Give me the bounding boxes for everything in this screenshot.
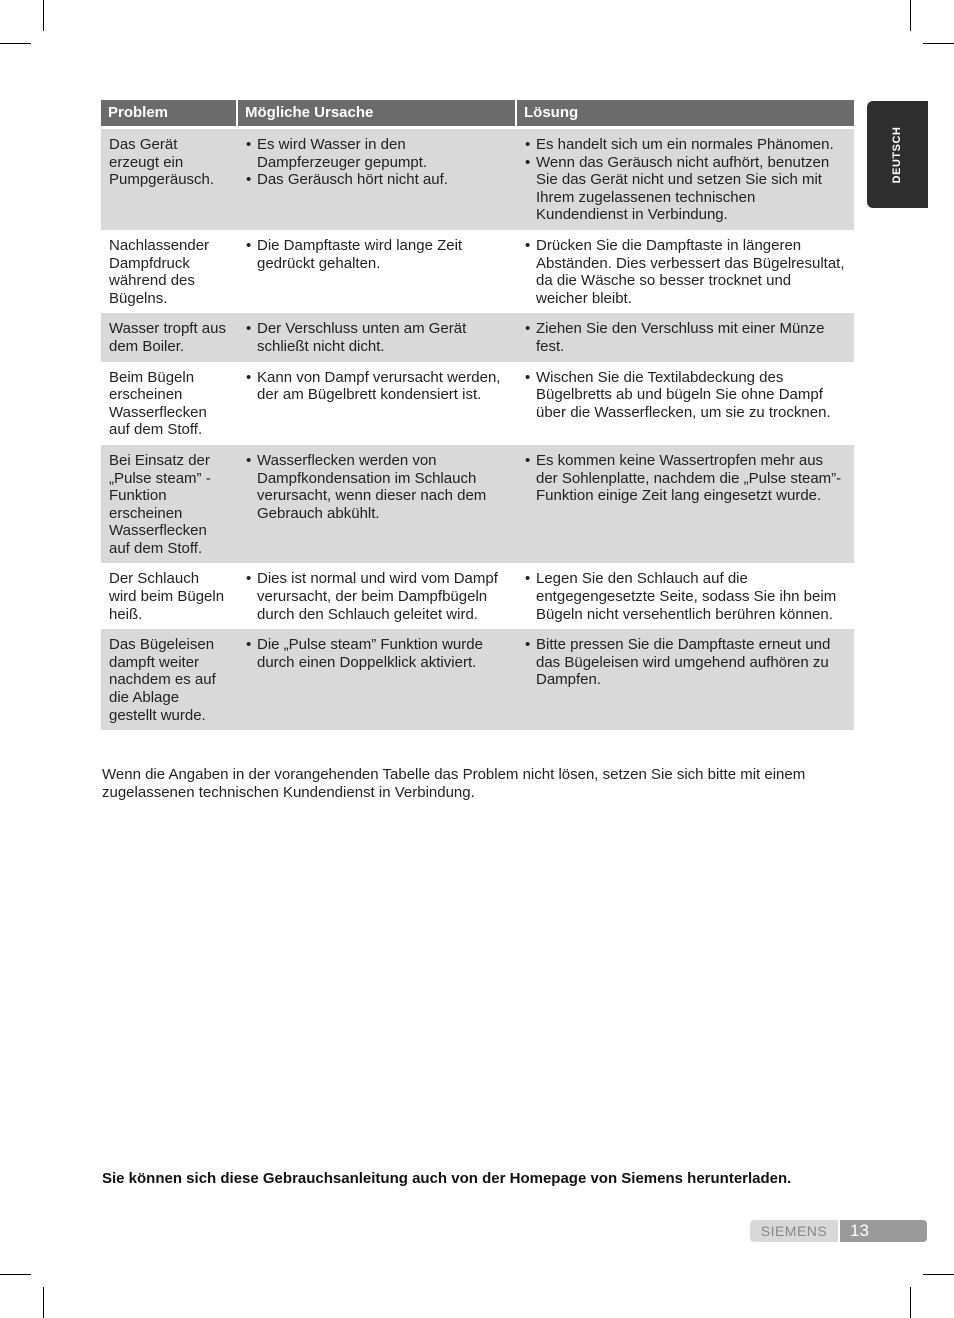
header-solution: Lösung	[517, 100, 854, 126]
table-row	[101, 629, 854, 730]
cause-cell	[238, 313, 517, 361]
solution-item: • Es handelt sich um ein normales Phänomen.	[525, 136, 846, 154]
cause-cell	[238, 563, 517, 629]
cause-item: • Die „Pulse steam” Funktion wurde durch einen Doppelklick aktiviert.	[246, 636, 509, 671]
crop-mark	[0, 1274, 31, 1275]
table-row	[101, 362, 854, 445]
troubleshooting-table	[101, 100, 854, 730]
crop-mark	[910, 0, 911, 31]
solution-item: • Drücken Sie die Dampftaste in längeren Abständen. Dies verbessert das Bügelresultat, da die Wäsche so besser trocknet und weicher bleibt.	[525, 237, 846, 307]
problem-cell: Das Gerät erzeugt ein Pumpgeräusch.	[101, 126, 238, 230]
table-row	[101, 313, 854, 361]
solution-cell	[517, 230, 854, 313]
solution-cell	[517, 126, 854, 230]
cause-item: • Die Dampftaste wird lange Zeit gedrückt gehalten.	[246, 237, 509, 272]
solution-cell	[517, 445, 854, 564]
table-row	[101, 445, 854, 564]
crop-mark	[43, 0, 44, 31]
cause-item: • Es wird Wasser in den Dampferzeuger gepumpt.	[246, 136, 509, 171]
cause-item: • Wasserflecken werden von Dampfkondensation im Schlauch verursacht, wenn dieser nach dem Gebrauch abkühlt.	[246, 452, 509, 522]
language-tab-label: DEUTSCH	[891, 126, 903, 184]
solution-cell	[517, 362, 854, 445]
cause-cell	[238, 629, 517, 730]
page-number: 13	[840, 1220, 927, 1242]
solution-cell	[517, 313, 854, 361]
cause-item: • Kann von Dampf verursacht werden, der am Bügelbrett kondensiert ist.	[246, 369, 509, 404]
header-problem: Problem	[101, 100, 238, 126]
problem-cell: Beim Bügeln erscheinen Wasserflecken auf dem Stoff.	[109, 368, 207, 439]
language-side-tab	[867, 101, 928, 208]
solution-cell	[517, 563, 854, 629]
solution-item: • Legen Sie den Schlauch auf die entgegengesetzte Seite, sodass Sie ihn beim Bügeln nicht versehentlich berühren können.	[525, 570, 846, 623]
cause-cell	[238, 230, 517, 313]
solution-item: • Bitte pressen Sie die Dampftaste erneut und das Bügeleisen wird umgehend aufhören zu Dampfen.	[525, 636, 846, 689]
cause-item: • Das Geräusch hört nicht auf.	[246, 171, 509, 189]
solution-item: • Wenn das Geräusch nicht aufhört, benutzen Sie das Gerät nicht und setzen Sie sich mit Ihrem zugelassenen technischen Kundendienst in Verbindung.	[525, 154, 846, 224]
problem-cell: Das Bügeleisen dampft weiter nachdem es auf die Ablage gestellt wurde.	[101, 629, 238, 730]
problem-cell: Wasser tropft aus dem Boiler.	[101, 313, 238, 361]
crop-mark	[910, 1287, 911, 1318]
problem-cell: Der Schlauch wird beim Bügeln heiß.	[109, 570, 225, 623]
crop-mark	[0, 43, 31, 44]
problem-cell: Nachlassender Dampfdruck während des Bügelns.	[109, 236, 210, 307]
problem-cell: Bei Einsatz der „Pulse steam” -Funktion erscheinen Wasserflecken auf dem Stoff.	[101, 445, 238, 564]
download-note: Sie können sich diese Gebrauchsanleitung auch von der Homepage von Siemens herunterladen.	[102, 1170, 792, 1187]
footer-brand: SIEMENS	[750, 1220, 838, 1242]
table-row	[101, 230, 854, 313]
crop-mark	[923, 43, 954, 44]
table-header-row	[101, 100, 854, 126]
table-row	[101, 563, 854, 629]
cause-cell	[238, 126, 517, 230]
solution-item: • Wischen Sie die Textilabdeckung des Bügelbretts ab und bügeln Sie ohne Dampf über die Wasserflecken, um sie zu trocknen.	[525, 369, 846, 422]
solution-item: • Ziehen Sie den Verschluss mit einer Münze fest.	[525, 320, 846, 355]
service-note: Wenn die Angaben in der vorangehenden Tabelle das Problem nicht lösen, setzen Sie sich bitte mit einem zugelassenen technischen Kundendienst in Verbindung.	[102, 766, 806, 801]
cause-item: • Dies ist normal und wird vom Dampf verursacht, der beim Dampfbügeln durch den Schlauch geleitet wird.	[246, 570, 509, 623]
crop-mark	[43, 1287, 44, 1318]
solution-item: • Es kommen keine Wassertropfen mehr aus der Sohlenplatte, nachdem die „Pulse steam”-Funktion einige Zeit lang eingesetzt wurde.	[525, 452, 846, 505]
crop-mark	[923, 1274, 954, 1275]
table-row	[101, 126, 854, 230]
solution-cell	[517, 629, 854, 730]
cause-cell	[238, 445, 517, 564]
cause-cell	[238, 362, 517, 445]
cause-item: • Der Verschluss unten am Gerät schließt nicht dicht.	[246, 320, 509, 355]
header-cause: Mögliche Ursache	[238, 100, 517, 126]
